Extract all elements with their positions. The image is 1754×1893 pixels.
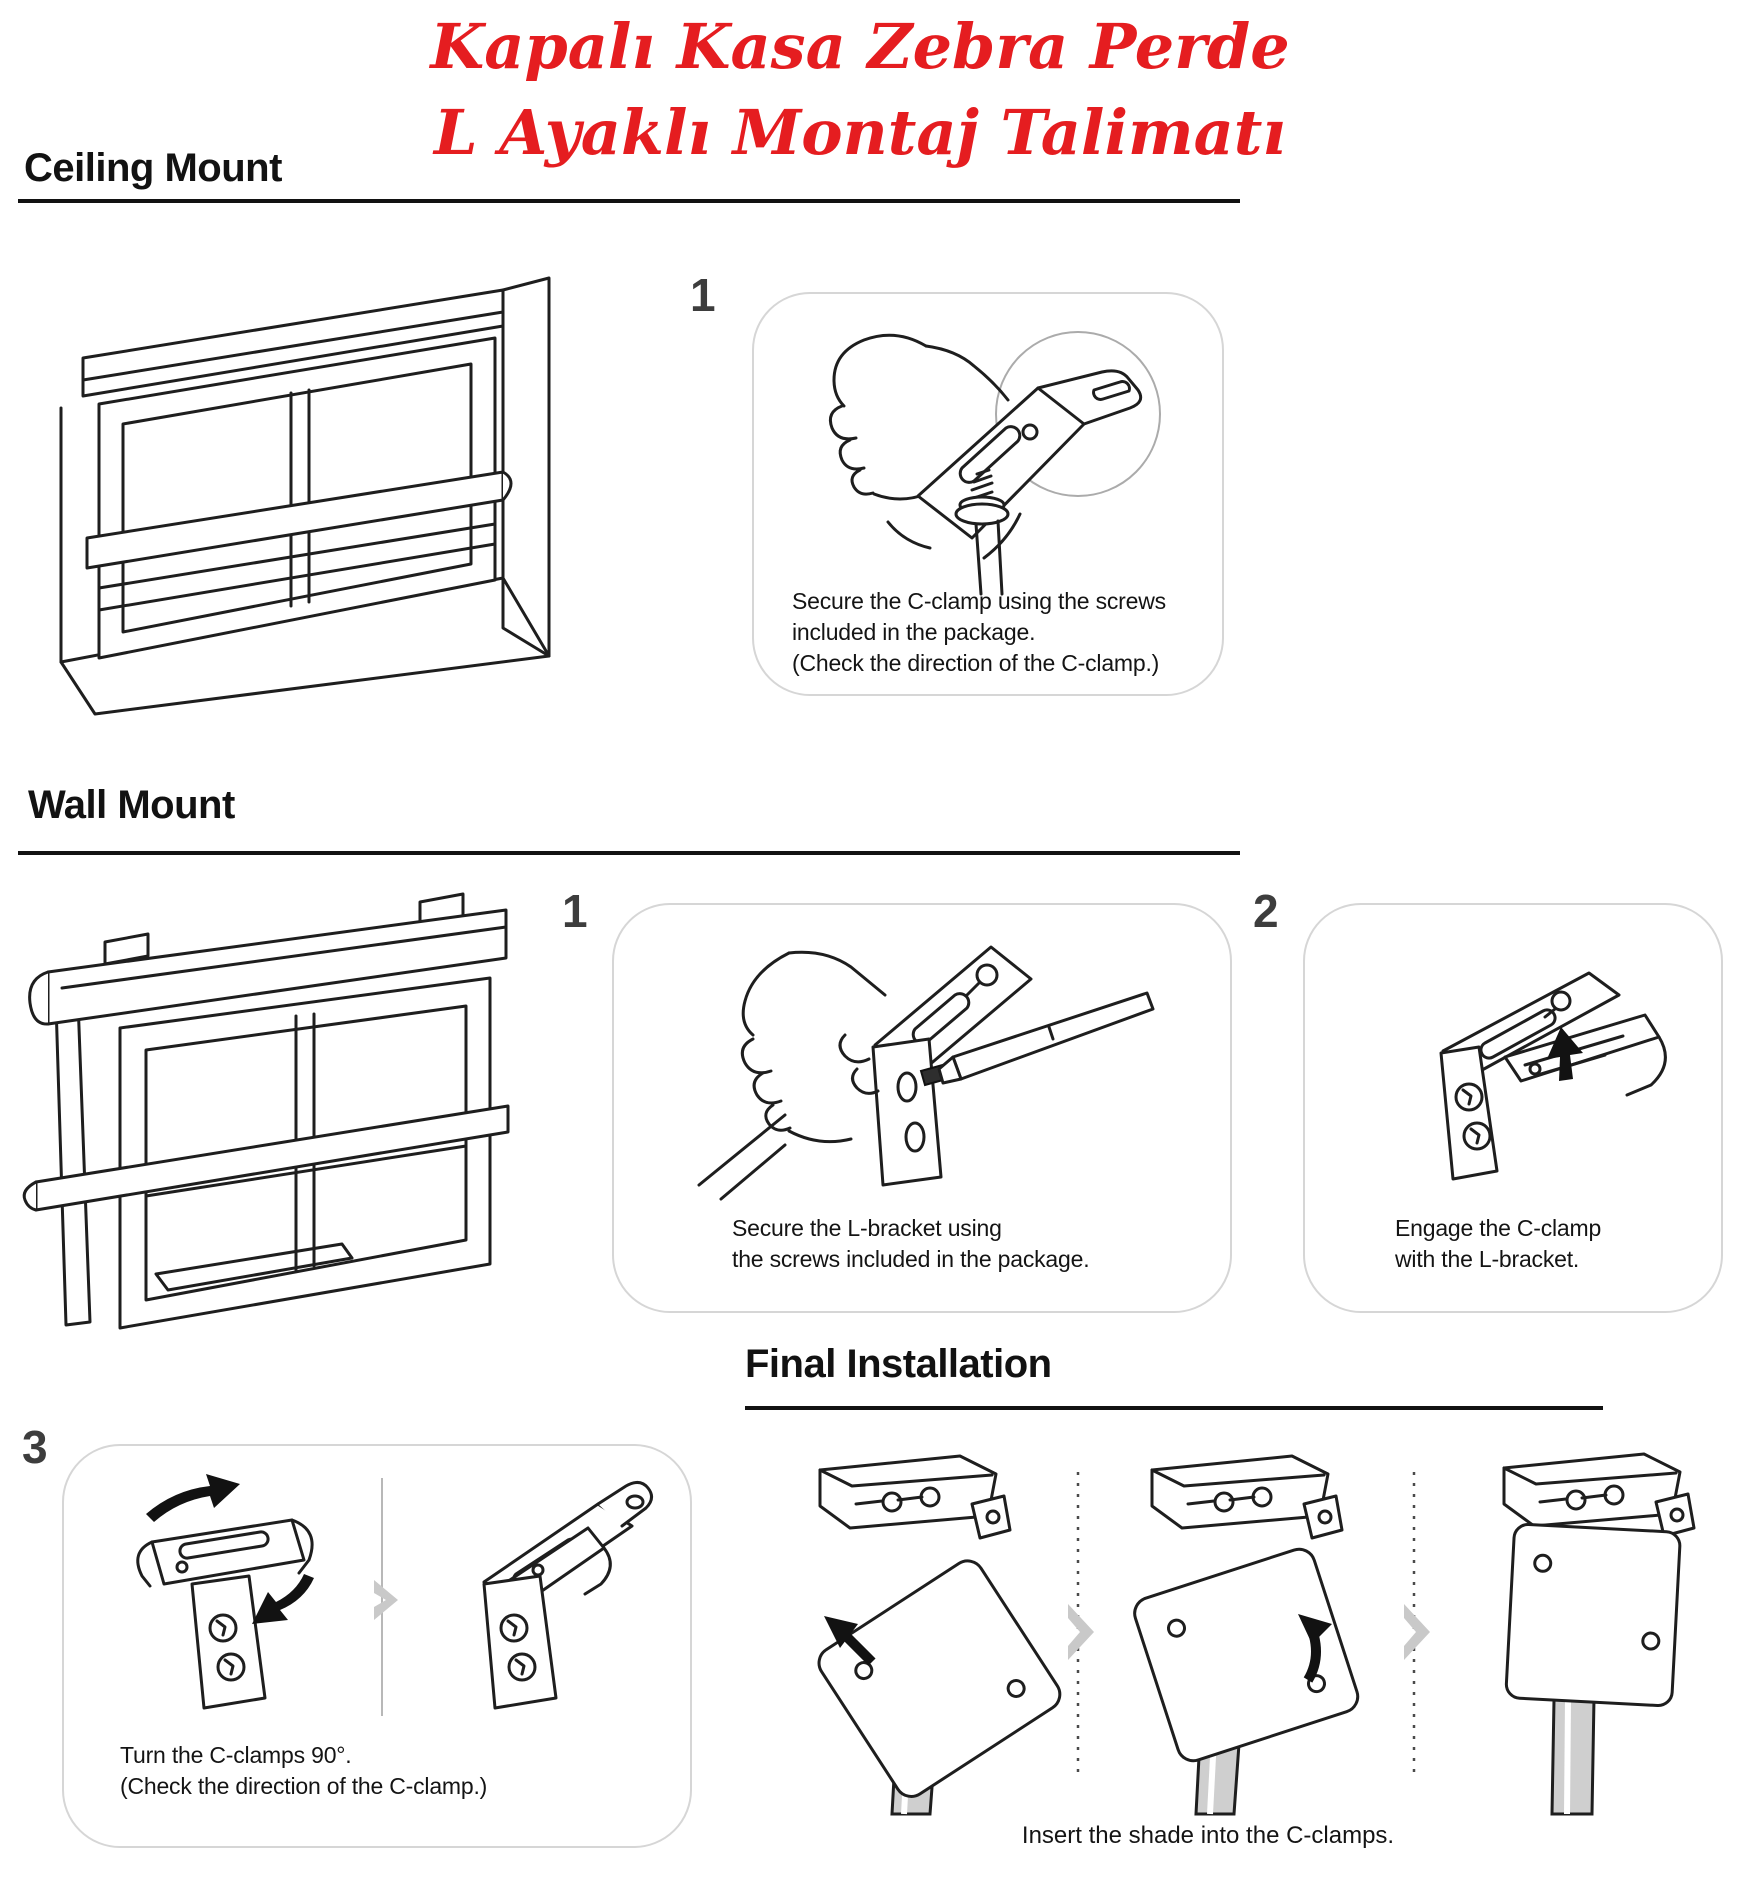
bracket-before-turn (138, 1474, 314, 1708)
wall-mount-heading: Wall Mount (28, 783, 235, 827)
fabric-strip (1552, 1698, 1594, 1814)
next-chevron-icon (1068, 1604, 1094, 1660)
ceiling-step1-number: 1 (690, 269, 716, 321)
engage-c-clamp-illustration (1357, 939, 1677, 1201)
next-chevron-icon (374, 1580, 398, 1620)
shade-cassette (813, 1555, 1066, 1803)
final-step3-caption: Turn the C-clamps 90°. (Check the direction of the C-clamp.) (120, 1742, 488, 1799)
page-title-line2: L Ayaklı Montaj Talimatı (434, 96, 1286, 169)
wall-section-rule (18, 851, 1240, 855)
curved-arrow-icon (252, 1574, 314, 1624)
next-chevron-icon (1404, 1604, 1430, 1660)
ceiling-section-rule (18, 199, 1240, 203)
wall-step2-number: 2 (1253, 885, 1279, 937)
page-title (330, 4, 1390, 176)
final-step3-box (62, 1444, 692, 1848)
wall-step2-caption: Engage the C-clamp with the L-bracket. (1395, 1215, 1602, 1272)
final-panel-2 (1131, 1456, 1362, 1814)
final-section-rule (745, 1406, 1603, 1410)
c-clamp (1152, 1456, 1342, 1538)
final-panel-3 (1504, 1454, 1694, 1814)
blind-side-channel (56, 1001, 90, 1325)
page-title-line1: Kapalı Kasa Zebra Perde (430, 10, 1290, 83)
ceiling-step1-caption: Secure the C-clamp using the screws included in the package. (Check the direction of the C-clamp.) (792, 588, 1166, 676)
wall-step1-box (612, 903, 1232, 1313)
ceiling-mount-heading: Ceiling Mount (24, 146, 282, 190)
final-installation-heading: Final Installation (745, 1342, 1052, 1386)
final-bottom-caption: Insert the shade into the C-clamps. (1021, 1822, 1395, 1849)
final-panel-1 (813, 1456, 1066, 1814)
wall-window-illustration (20, 876, 565, 1350)
wall-step2-box (1303, 903, 1723, 1313)
turn-c-clamps-illustration (86, 1464, 671, 1734)
shade-cassette (1506, 1524, 1681, 1706)
fingertips (840, 1035, 878, 1093)
secure-l-bracket-illustration (669, 923, 1179, 1203)
wall-step1-number: 1 (562, 885, 588, 937)
window-recess-wall (503, 278, 549, 656)
c-clamp-illustration (918, 371, 1141, 538)
final-step3-number: 3 (22, 1421, 48, 1473)
hand-illustration (699, 952, 885, 1199)
shade-cassette (1131, 1545, 1362, 1765)
insert-shade-illustration (748, 1442, 1748, 1814)
curved-arrow-icon (146, 1474, 240, 1522)
ceiling-window-illustration (35, 228, 595, 718)
ceiling-step1-box (752, 292, 1224, 696)
bracket-after-turn (484, 1482, 652, 1708)
secure-c-clamp-illustration (776, 306, 1206, 596)
c-clamp (820, 1456, 1010, 1538)
wall-step1-caption: Secure the L-bracket using the screws included in the package. (732, 1215, 1090, 1272)
